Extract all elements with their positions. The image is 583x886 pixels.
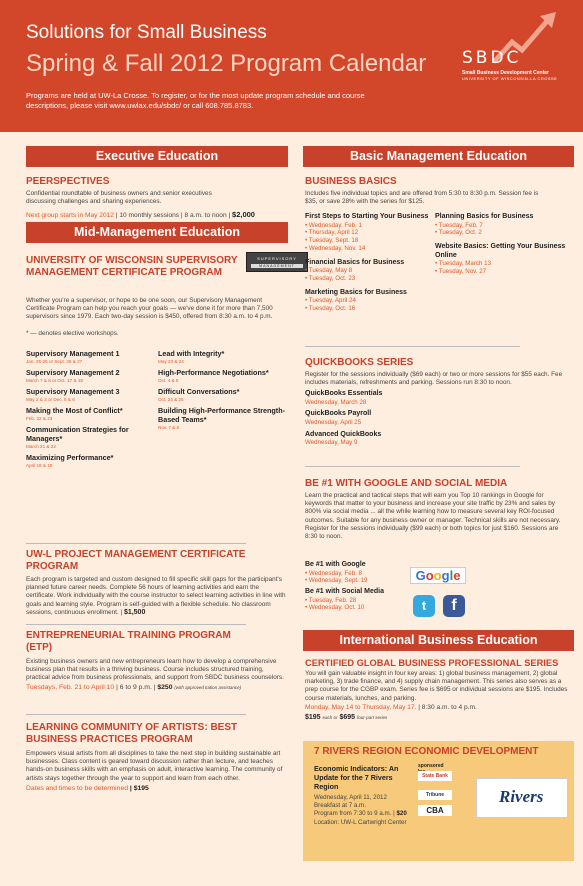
spacer	[305, 447, 505, 451]
course-date: April 18 & 19	[26, 463, 53, 468]
course-date: • Tuesday, May 8	[305, 267, 353, 275]
intl-price: $195 each or $695 four-part series	[305, 714, 388, 721]
course-date: Wednesday, April 25	[305, 418, 362, 426]
google-list	[305, 561, 415, 615]
cba-logo: CBA	[418, 805, 452, 816]
qb-title: QUICKBOOKS SERIES	[305, 357, 414, 368]
course-title: Advanced QuickBooks	[305, 430, 382, 438]
header	[0, 0, 583, 132]
course-date: • Wednesday, Oct. 10	[305, 604, 365, 612]
course-date: March 21 & 22	[26, 444, 56, 449]
course-date: May 2 & 3 or Dec. 5 & 6	[26, 397, 75, 402]
course-title: Making the Most of Conflict*	[26, 406, 123, 415]
facebook-icon: f	[443, 595, 465, 617]
course-date: Wednesday, May 9	[305, 439, 358, 447]
spacer	[305, 313, 430, 319]
course-date: • Wednesday, Feb. 1	[305, 221, 362, 229]
artists-schedule: Dates and times to be determined | $195	[26, 785, 149, 792]
course-title: Supervisory Management 3	[26, 387, 120, 396]
artists-title: LEARNING COMMUNITY OF ARTISTS: BEST BUSINESS PRACTICES PROGRAM	[26, 722, 238, 745]
basic-list-left	[305, 213, 430, 319]
course-title: Supervisory Management 2	[26, 368, 120, 377]
course-date: Wednesday, March 28	[305, 398, 367, 406]
course-date: • Tuesday, Sept. 18	[305, 237, 359, 245]
course-title: First Steps to Starting Your Business	[305, 213, 429, 220]
state-bank-logo: State Bank	[418, 771, 452, 781]
course-title: Website Basics: Getting Your Business Online	[435, 243, 566, 259]
rivers-sub: Economic Indicators: An Update for the 7 Rivers Region	[314, 764, 399, 791]
course-date: • Tuesday, Feb. 7	[435, 221, 483, 229]
course-date: • Thursday, April 12	[305, 229, 359, 237]
google-title: BE #1 WITH GOOGLE AND SOCIAL MEDIA	[305, 478, 508, 489]
course-date: Oct. 4 & 5	[158, 378, 179, 383]
course-title: Planning Basics for Business	[435, 213, 534, 220]
twitter-icon: t	[413, 595, 435, 617]
etp-schedule: Tuesdays, Feb. 21 to April 10 | 6 to 9 p.m. | $250 (with approved tuition assistance)	[26, 684, 242, 691]
spacer	[305, 612, 415, 615]
divider	[305, 346, 520, 347]
basic-desc: Includes five individual topics and are offered from 5:30 to 8:30 p.m. Session fee is $35, or save 28% with the series for $125.	[305, 190, 539, 206]
sbdc-logo: SBDC Small Business Development Center UNIVERSITY OF WISCONSIN-LA CROSSE	[462, 48, 558, 81]
divider	[26, 543, 246, 544]
course-date: March 7 & 8 or Oct. 17 & 18	[26, 378, 83, 383]
course-date: • Tuesday, Oct. 2	[435, 229, 482, 237]
header-title: Solutions for Small Business	[26, 22, 267, 43]
course-title: Communication Strategies for Managers*	[26, 425, 129, 443]
rivers-details: Wednesday, April 11, 2012 Breakfast at 7 a.m. Program from 7:30 to 9 a.m. | $20 Location: UW-L Cartwright Center	[314, 794, 407, 826]
course-title: Difficult Conversations*	[158, 387, 240, 396]
sponsor-label: sponsored	[418, 763, 444, 769]
divider	[305, 466, 520, 467]
spacer	[435, 276, 567, 282]
course-title: QuickBooks Payroll	[305, 410, 372, 418]
course-date: Oct. 24 & 25	[158, 397, 184, 402]
uwl-title: UW-L PROJECT MANAGEMENT CERTIFICATE PROGRAM	[26, 549, 246, 572]
qb-list	[305, 390, 505, 451]
course-date: • Wednesday, Feb. 8	[305, 569, 362, 577]
uwl-desc: Each program is targeted and custom designed to fill specific skill gaps for the participant's planned future career needs. Complete 56 hours of learning activities and earn the certificate. Work individually with the course instructor to select learning activities in line with goals and learning style. Program is self-guided with a flexible schedule. No classroom sessions, continuous enrollment. | $1,500	[26, 576, 286, 616]
course-date: • Tuesday, Oct. 16	[305, 305, 356, 313]
exec-title: PEERSPECTIVES	[26, 176, 110, 187]
header-intro: Programs are held at UW-La Crosse. To register, or for the most update program schedule and course descriptions, please visit www.uwlax.edu/sbdc/ or call 608.785.8783.	[26, 91, 365, 110]
supervisory-management-logo: SUPERVISORY MANAGEMENT	[246, 252, 308, 272]
basic-banner: Basic Management Education	[303, 146, 574, 167]
course-date: • Tuesday, Oct. 23	[305, 274, 356, 282]
course-title: Marketing Basics for Business	[305, 288, 407, 296]
exec-desc: Confidential roundtable of business owners and senior executives discussing challenges and sharing experiences.	[26, 190, 212, 206]
course-title: Building High-Performance Strength-Based Teams*	[158, 406, 285, 424]
course-date: • Wednesday, Sept. 19	[305, 577, 368, 585]
intl-schedule: Monday, May 14 to Thursday, May 17. | 8:30 a.m. to 4 p.m.	[305, 704, 477, 711]
intl-title: CERTIFIED GLOBAL BUSINESS PROFESSIONAL SERIES	[305, 658, 559, 668]
header-subtitle: Spring & Fall 2012 Program Calendar	[26, 50, 427, 77]
mid-title: UNIVERSITY OF WISCONSIN SUPERVISORY MANAGEMENT CERTIFICATE PROGRAM	[26, 255, 238, 278]
exec-schedule: Next group starts in May 2012 | 10 monthly sessions | 8 a.m. to noon | $2,000	[26, 210, 255, 219]
course-title: Financial Basics for Business	[305, 258, 405, 266]
course-date: Nov. 7 & 8	[158, 425, 180, 430]
course-date: Feb. 22 & 23	[26, 416, 53, 421]
course-title: Be #1 with Google	[305, 561, 366, 568]
course-date: • Tuesday, Nov. 27	[435, 267, 487, 275]
google-logo-icon: Google	[410, 567, 466, 584]
mid-list-left	[26, 349, 154, 472]
etp-desc: Existing business owners and new entrepreneurs learn how to develop a comprehensive business plan that results in a thriving business. Course includes structured training, practical advice from business professionals, and support from SBDC business counselors.	[26, 658, 284, 682]
course-date: • Tuesday, April 24	[305, 297, 356, 305]
etp-title: ENTREPRENEURIAL TRAINING PROGRAM (ETP)	[26, 630, 231, 653]
mid-banner: Mid-Management Education	[26, 222, 288, 243]
course-title: QuickBooks Essentials	[305, 390, 383, 397]
mid-desc: Whether you're a supervisor, or hope to be one soon, our Supervisory Management Certificate Program can help you reach your goals — we've done it for more than 7,500 supervisors since 1979. Each two-day session is $450, offered from 8:30 a.m. to 4 p.m.	[26, 297, 273, 321]
mid-note: * — denotes elective workshops.	[26, 330, 119, 337]
course-title: Be #1 with Social Media	[305, 588, 384, 596]
course-title: High-Performance Negotiations*	[158, 368, 269, 377]
course-date: • Tuesday, Feb. 28	[305, 596, 357, 604]
course-title: Maximizing Performance*	[26, 453, 114, 462]
mid-list-right	[158, 349, 288, 434]
course-date: May 23 & 24	[158, 359, 184, 364]
course-title: Lead with Integrity*	[158, 349, 225, 358]
artists-desc: Empowers visual artists from all disciplines to take the next step in building sustainable art businesses. Class content is geared toward discussion rather than lecture, and teaches hands-on business skills with an emphasis on adult, interactive learning. The community of artists stays together through the year to support and learn from each other.	[26, 750, 283, 782]
divider	[26, 714, 246, 715]
basic-title: BUSINESS BASICS	[305, 176, 397, 187]
exec-banner: Executive Education	[26, 146, 288, 167]
course-title: Supervisory Management 1	[26, 349, 120, 358]
qb-desc: Register for the sessions individually ($69 each) or two or more sessions for $55 each. Fee includes materials, refreshments and parking. Sessions run 8:30 to noon.	[305, 371, 563, 387]
intl-desc: You will gain valuable insight in four key areas: 1) global business management, 2) global marketing, 3) trade finance, and 4) supply chain management. This series also serves as a prep course for the CGBP exam. Series fee is $695 or individual sessions are $195. Includes course materials, lunches, and parking.	[305, 670, 568, 702]
basic-list-right	[435, 213, 567, 282]
course-date: • Tuesday, March 13	[435, 260, 492, 268]
course-date: Jan. 25-26 or Sept. 26 & 27	[26, 359, 83, 364]
tribune-logo: Tribune	[418, 790, 452, 800]
intl-banner: International Business Education	[303, 630, 574, 651]
seven-rivers-logo: Rivers	[476, 778, 568, 818]
rivers-title: 7 RIVERS REGION ECONOMIC DEVELOPMENT	[314, 746, 539, 757]
google-desc: Learn the practical and tactical steps that will earn you Top 10 rankings in Google for keywords that matter to your business and increase your site traffic by 23% and sales by 800% via social media ... all the while learning how to measure several key ROI-focused outcomes. Suitable for any business owner or manager. Technical skills are not necessary. Register for the sessions individually ($99 each) or both topics for just $160. Sessions are 8:30 to noon.	[305, 492, 561, 541]
divider	[26, 624, 246, 625]
course-date: • Wednesday, Nov. 14	[305, 244, 366, 252]
